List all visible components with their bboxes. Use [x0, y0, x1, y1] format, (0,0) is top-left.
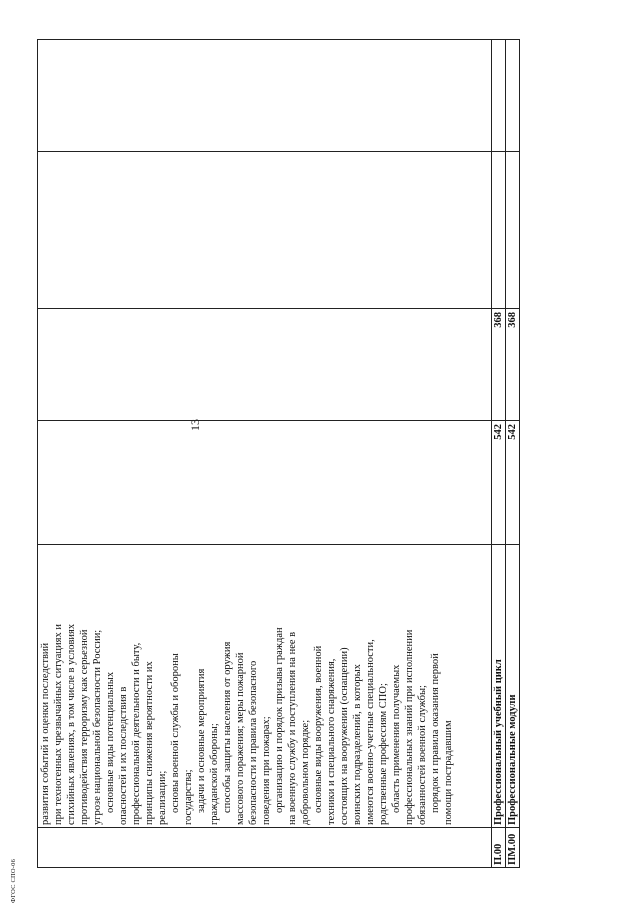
max-load-cell — [38, 421, 492, 545]
table-row — [38, 40, 492, 868]
row-name: Профессиональные модули — [506, 545, 520, 828]
description-line: основные виды потенциальных — [105, 671, 116, 813]
description-line: техники и специального снаряжения, — [326, 658, 337, 825]
description-line: состоящих на вооружении (оснащении) — [339, 647, 350, 825]
discipline-description-cell — [38, 545, 492, 828]
description-line: развития событий и оценки последствий — [40, 642, 51, 825]
description-line: организацию и порядок призыва граждан — [274, 627, 285, 813]
description-line: массового поражения; меры пожарной — [235, 652, 246, 825]
description-line: имеются военно-учетные специальности, — [365, 639, 376, 825]
description-line: область применения получаемых — [391, 664, 402, 813]
description-line: профессиональных знаний при исполнении — [404, 629, 415, 825]
description-line: безопасности и правила безопасного — [248, 660, 259, 825]
description-line: поведения при пожарах; — [261, 716, 272, 825]
curriculum-table — [37, 39, 520, 868]
description-line: угрозе национальной безопасности России; — [92, 629, 103, 825]
row-code: П.00 — [492, 828, 506, 868]
footer-label: ФГОС СПО-06 — [10, 858, 17, 903]
description-line: основные виды вооружения, военной — [313, 645, 324, 813]
description-line: родственные профессиям СПО; — [378, 683, 389, 825]
empty-cell — [492, 152, 506, 309]
description-line: профессиональной деятельности и быту, — [131, 642, 142, 825]
row-classroom-hours: 368 — [492, 309, 506, 421]
description-line: воинских подразделений, в которых — [352, 664, 363, 825]
row-classroom-hours: 368 — [506, 309, 520, 421]
description-line: принципы снижения вероятности их — [144, 661, 155, 825]
description-line: опасностей и их последствия в — [118, 686, 129, 825]
empty-cell — [506, 152, 520, 309]
description-line: стихийных явлениях, в том числе в условиях — [66, 623, 77, 825]
description-line: способы защиты населения от оружия — [222, 641, 233, 813]
description-line: государства; — [183, 769, 194, 825]
classroom-hours-cell — [38, 309, 492, 421]
competencies-cell — [38, 40, 492, 152]
description-line: реализации; — [157, 770, 168, 825]
description-line: обязанностей военной службы; — [417, 685, 428, 825]
description-line: задачи и основные мероприятия — [196, 668, 207, 813]
row-code: ПМ.00 — [506, 828, 520, 868]
page-number: 13 — [188, 419, 202, 431]
empty-cell — [506, 40, 520, 152]
description-line: гражданской обороны; — [209, 723, 220, 825]
description-line: порядок и правила оказания первой — [430, 653, 441, 813]
table-row — [506, 40, 520, 868]
row-max-load: 542 — [506, 421, 520, 545]
empty-cell — [492, 40, 506, 152]
row-name: Профессиональный учебный цикл — [492, 545, 506, 828]
table-row — [492, 40, 506, 868]
code-cell — [38, 828, 492, 868]
discipline-description — [39, 547, 455, 825]
description-line: добровольном порядке; — [300, 719, 311, 825]
row-max-load: 542 — [492, 421, 506, 545]
description-line: на военную службу и поступления на нее в — [287, 631, 298, 825]
description-line: основы военной службы и обороны — [170, 653, 181, 813]
disciplines-cell — [38, 152, 492, 309]
description-line: противодействия терроризму как серьезной — [79, 629, 90, 825]
description-line: при техногенных чрезвычайных ситуациях и — [53, 624, 64, 825]
description-line: помощи пострадавшим — [443, 720, 454, 825]
